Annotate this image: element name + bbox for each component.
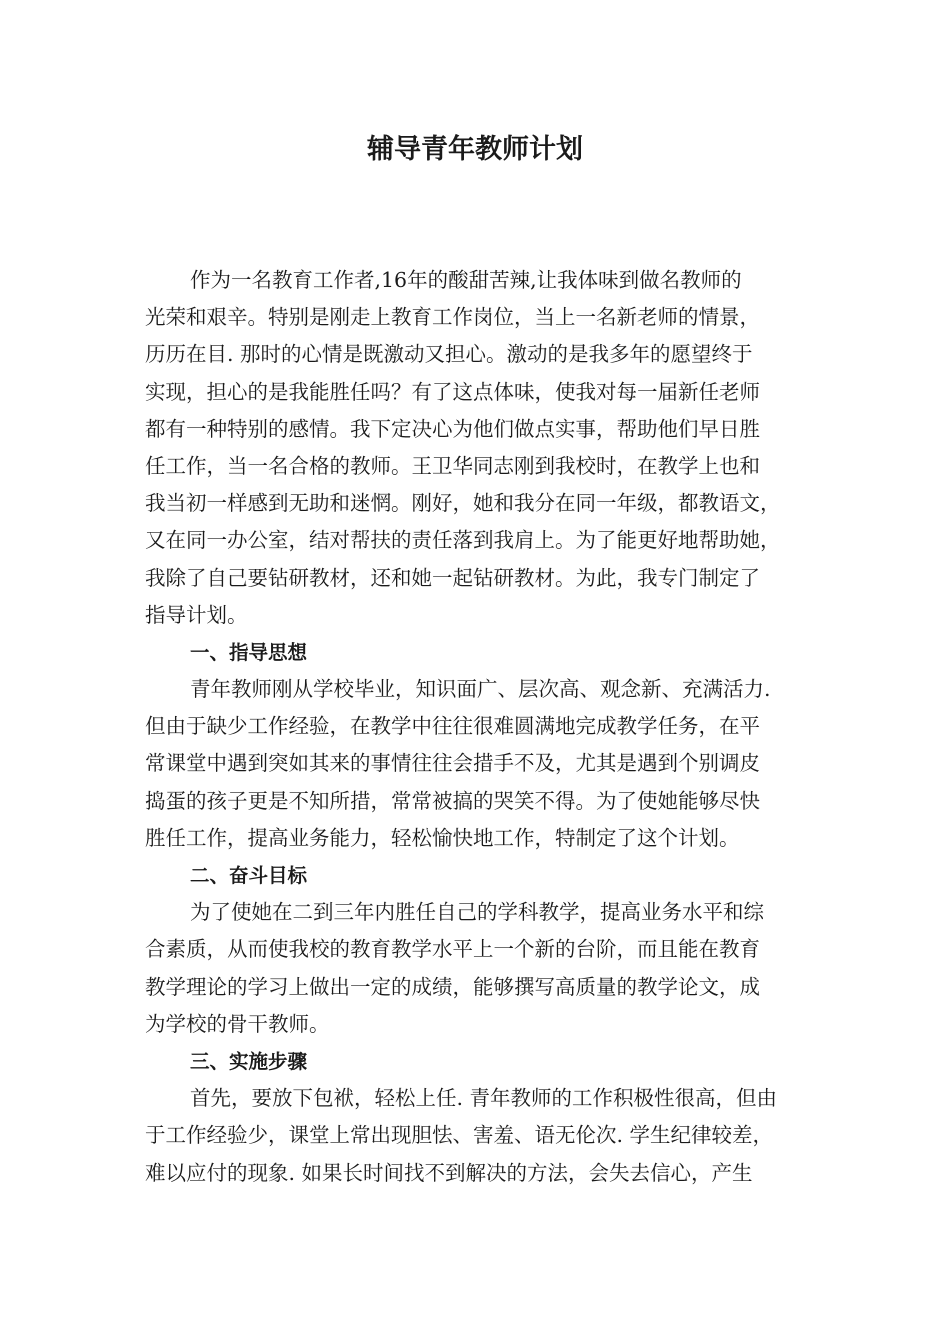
paragraph-line: 捣蛋的孩子更是不知所措，常常被搞的哭笑不得。为了使她能够尽快 <box>145 788 760 813</box>
paragraph-line: 为了使她在二到三年内胜任自己的学科教学，提高业务水平和综 <box>190 900 764 925</box>
document-title: 辅导青年教师计划 <box>367 134 583 165</box>
paragraph-line: 教学理论的学习上做出一定的成绩，能够撰写高质量的教学论文，成 <box>145 974 760 999</box>
paragraph-line: 合素质，从而使我校的教育教学水平上一个新的台阶，而且能在教育 <box>145 937 760 962</box>
paragraph-line: 为学校的骨干教师。 <box>145 1011 330 1036</box>
paragraph-line: 首先，要放下包袱，轻松上任. 青年教师的工作积极性很高，但由 <box>190 1086 778 1111</box>
paragraph-line: 难以应付的现象. 如果长时间找不到解决的方法，会失去信心，产生 <box>145 1160 753 1185</box>
paragraph-line: 实现，担心的是我能胜任吗？有了这点体味，使我对每一届新任老师 <box>145 379 760 404</box>
paragraph-line: 青年教师刚从学校毕业，知识面广、层次高、观念新、充满活力. <box>190 677 771 702</box>
paragraph-line: 作为一名教育工作者,16年的酸甜苦辣,让我体味到做名教师的 <box>190 268 742 292</box>
paragraph-line: 我除了自己要钻研教材，还和她一起钻研教材。为此，我专门制定了 <box>145 565 760 590</box>
paragraph-line: 我当初一样感到无助和迷惘。刚好，她和我分在同一年级，都教语文， <box>145 491 781 516</box>
section-heading: 一、指导思想 <box>190 640 308 664</box>
paragraph-line: 又在同一办公室，结对帮扶的责任落到我肩上。为了能更好地帮助她， <box>145 528 781 553</box>
paragraph-line: 光荣和艰辛。特别是刚走上教育工作岗位，当上一名新老师的情景， <box>145 305 760 330</box>
paragraph-line: 胜任工作，提高业务能力，轻松愉快地工作，特制定了这个计划。 <box>145 825 740 850</box>
section-heading: 二、奋斗目标 <box>190 864 308 887</box>
paragraph-line: 常课堂中遇到突如其来的事情往往会措手不及，尤其是遇到个别调皮 <box>145 751 760 776</box>
paragraph-line: 但由于缺少工作经验，在教学中往往很难圆满地完成教学任务，在平 <box>145 714 760 739</box>
section-heading: 三、实施步骤 <box>190 1049 308 1073</box>
paragraph-line: 都有一种特别的感情。我下定决心为他们做点实事，帮助他们早日胜 <box>145 416 760 441</box>
document-body <box>145 262 817 1192</box>
paragraph-line: 历历在目. 那时的心情是既激动又担心。激动的是我多年的愿望终于 <box>145 342 753 367</box>
paragraph-line: 于工作经验少，课堂上常出现胆怯、害羞、语无伦次. 学生纪律较差， <box>145 1123 774 1148</box>
paragraph-line: 任工作，当一名合格的教师。王卫华同志刚到我校时，在教学上也和 <box>145 453 760 478</box>
paragraph-line: 指导计划。 <box>145 602 248 627</box>
